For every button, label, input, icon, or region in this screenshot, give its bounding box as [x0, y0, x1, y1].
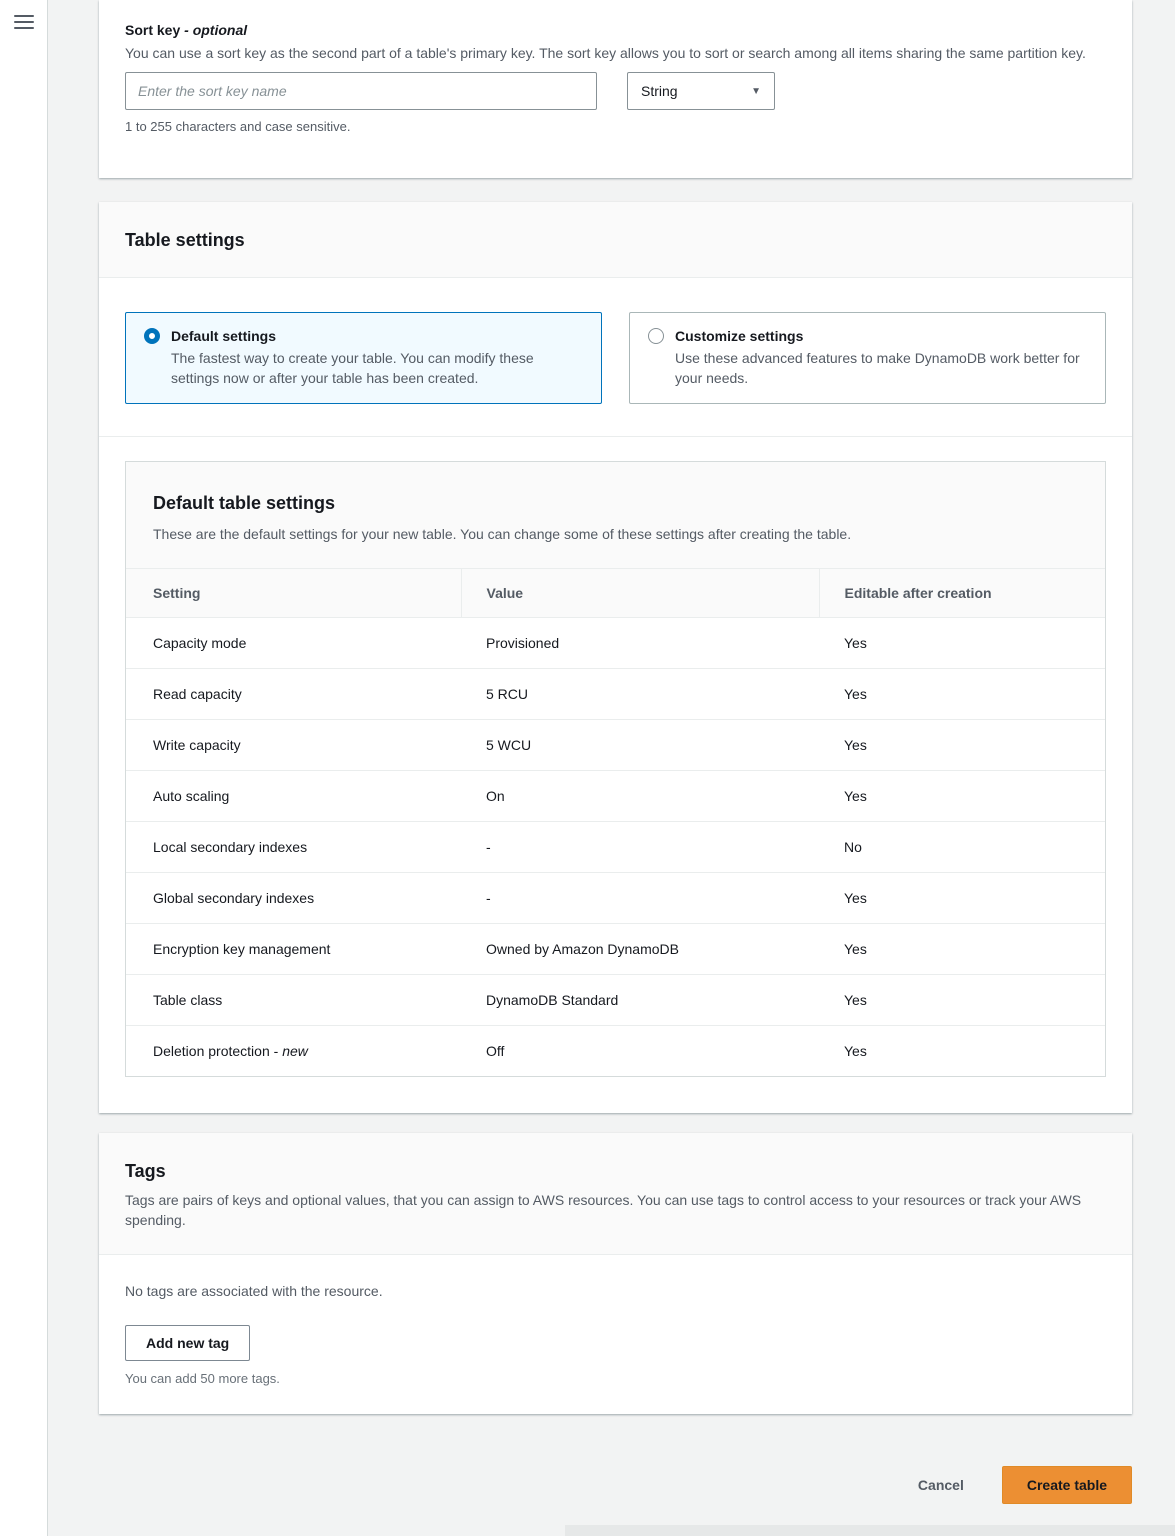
table-row [126, 873, 1105, 924]
editable-cell: No [819, 822, 1105, 873]
editable-cell: Yes [819, 924, 1105, 975]
default-settings-tile[interactable] [125, 312, 602, 404]
table-row [126, 822, 1105, 873]
editable-cell: Yes [819, 1026, 1105, 1077]
table-settings-section [99, 202, 1132, 1113]
table-settings-header [99, 202, 1132, 278]
setting-cell: Read capacity [126, 669, 461, 720]
table-row [126, 975, 1105, 1026]
table-header-row [126, 569, 1105, 618]
tags-description: Tags are pairs of keys and optional values, that you can assign to AWS resources. You can use tags to control access to your resources or track your AWS spending. [125, 1192, 1082, 1228]
sort-key-type-select[interactable] [627, 72, 775, 110]
chevron-down-icon: ▼ [751, 85, 761, 97]
default-table-settings-title: Default table settings [153, 493, 336, 513]
column-header-setting: Setting [126, 569, 461, 618]
value-cell: Owned by Amazon DynamoDB [461, 924, 819, 975]
editable-cell: Yes [819, 669, 1105, 720]
customize-settings-label: Customize settings [675, 328, 804, 344]
value-cell: 5 WCU [461, 720, 819, 771]
default-settings-label: Default settings [171, 328, 277, 344]
settings-table-body [126, 618, 1105, 1077]
table-row [126, 669, 1105, 720]
editable-cell: Yes [819, 771, 1105, 822]
customize-settings-tile[interactable] [629, 312, 1106, 404]
tags-title: Tags [125, 1161, 166, 1181]
table-row [126, 618, 1105, 669]
column-header-value: Value [461, 569, 819, 618]
default-settings-description: The fastest way to create your table. You can modify these settings now or after your table has been created. [171, 350, 534, 386]
value-cell: Off [461, 1026, 819, 1077]
default-settings-table [126, 568, 1105, 1076]
footer-edge [565, 1525, 1175, 1536]
sort-key-constraints: 1 to 255 characters and case sensitive. [125, 119, 351, 134]
editable-cell: Yes [819, 873, 1105, 924]
setting-cell: Write capacity [126, 720, 461, 771]
tags-empty-message: No tags are associated with the resource. [125, 1283, 383, 1299]
setting-cell: Global secondary indexes [126, 873, 461, 924]
setting-cell: Deletion protection - new [126, 1026, 461, 1077]
section-divider [99, 436, 1132, 437]
tags-remaining-message: You can add 50 more tags. [125, 1371, 280, 1386]
table-row [126, 771, 1105, 822]
sort-key-label-text: Sort key [125, 22, 181, 38]
table-row [126, 720, 1105, 771]
sort-key-section [99, 0, 1132, 178]
setting-cell: Auto scaling [126, 771, 461, 822]
default-table-settings-panel [125, 461, 1106, 1077]
sort-key-optional-text: - optional [184, 22, 248, 38]
sort-key-description: You can use a sort key as the second part of a table's primary key. The sort key allows you to sort or search among all items sharing the same partition key. [125, 45, 1086, 61]
value-cell: - [461, 822, 819, 873]
value-cell: 5 RCU [461, 669, 819, 720]
value-cell: On [461, 771, 819, 822]
setting-cell: Capacity mode [126, 618, 461, 669]
setting-cell: Local secondary indexes [126, 822, 461, 873]
value-cell: Provisioned [461, 618, 819, 669]
sort-key-label [125, 22, 1106, 38]
table-row [126, 924, 1105, 975]
table-row [126, 1026, 1105, 1077]
add-new-tag-button[interactable]: Add new tag [125, 1325, 250, 1361]
setting-cell: Table class [126, 975, 461, 1026]
table-settings-title: Table settings [125, 230, 245, 250]
main-content [49, 0, 1175, 1504]
editable-cell: Yes [819, 720, 1105, 771]
radio-unselected-icon[interactable] [648, 328, 664, 344]
sort-key-type-value: String [641, 83, 678, 99]
setting-cell: Encryption key management [126, 924, 461, 975]
default-table-settings-description: These are the default settings for your new table. You can change some of these settings after creating the table. [153, 526, 852, 542]
editable-cell: Yes [819, 975, 1105, 1026]
form-actions [99, 1466, 1132, 1504]
cancel-button[interactable]: Cancel [918, 1469, 964, 1501]
value-cell: DynamoDB Standard [461, 975, 819, 1026]
create-table-button[interactable]: Create table [1002, 1466, 1132, 1504]
tags-header [99, 1133, 1132, 1255]
sort-key-input[interactable] [125, 72, 597, 110]
value-cell: - [461, 873, 819, 924]
column-header-editable: Editable after creation [819, 569, 1105, 618]
tags-section [99, 1133, 1132, 1414]
editable-cell: Yes [819, 618, 1105, 669]
customize-settings-description: Use these advanced features to make DynamoDB work better for your needs. [675, 350, 1080, 386]
side-navigation-rail [0, 0, 48, 1536]
radio-selected-icon[interactable] [144, 328, 160, 344]
hamburger-menu-icon[interactable] [14, 15, 34, 29]
